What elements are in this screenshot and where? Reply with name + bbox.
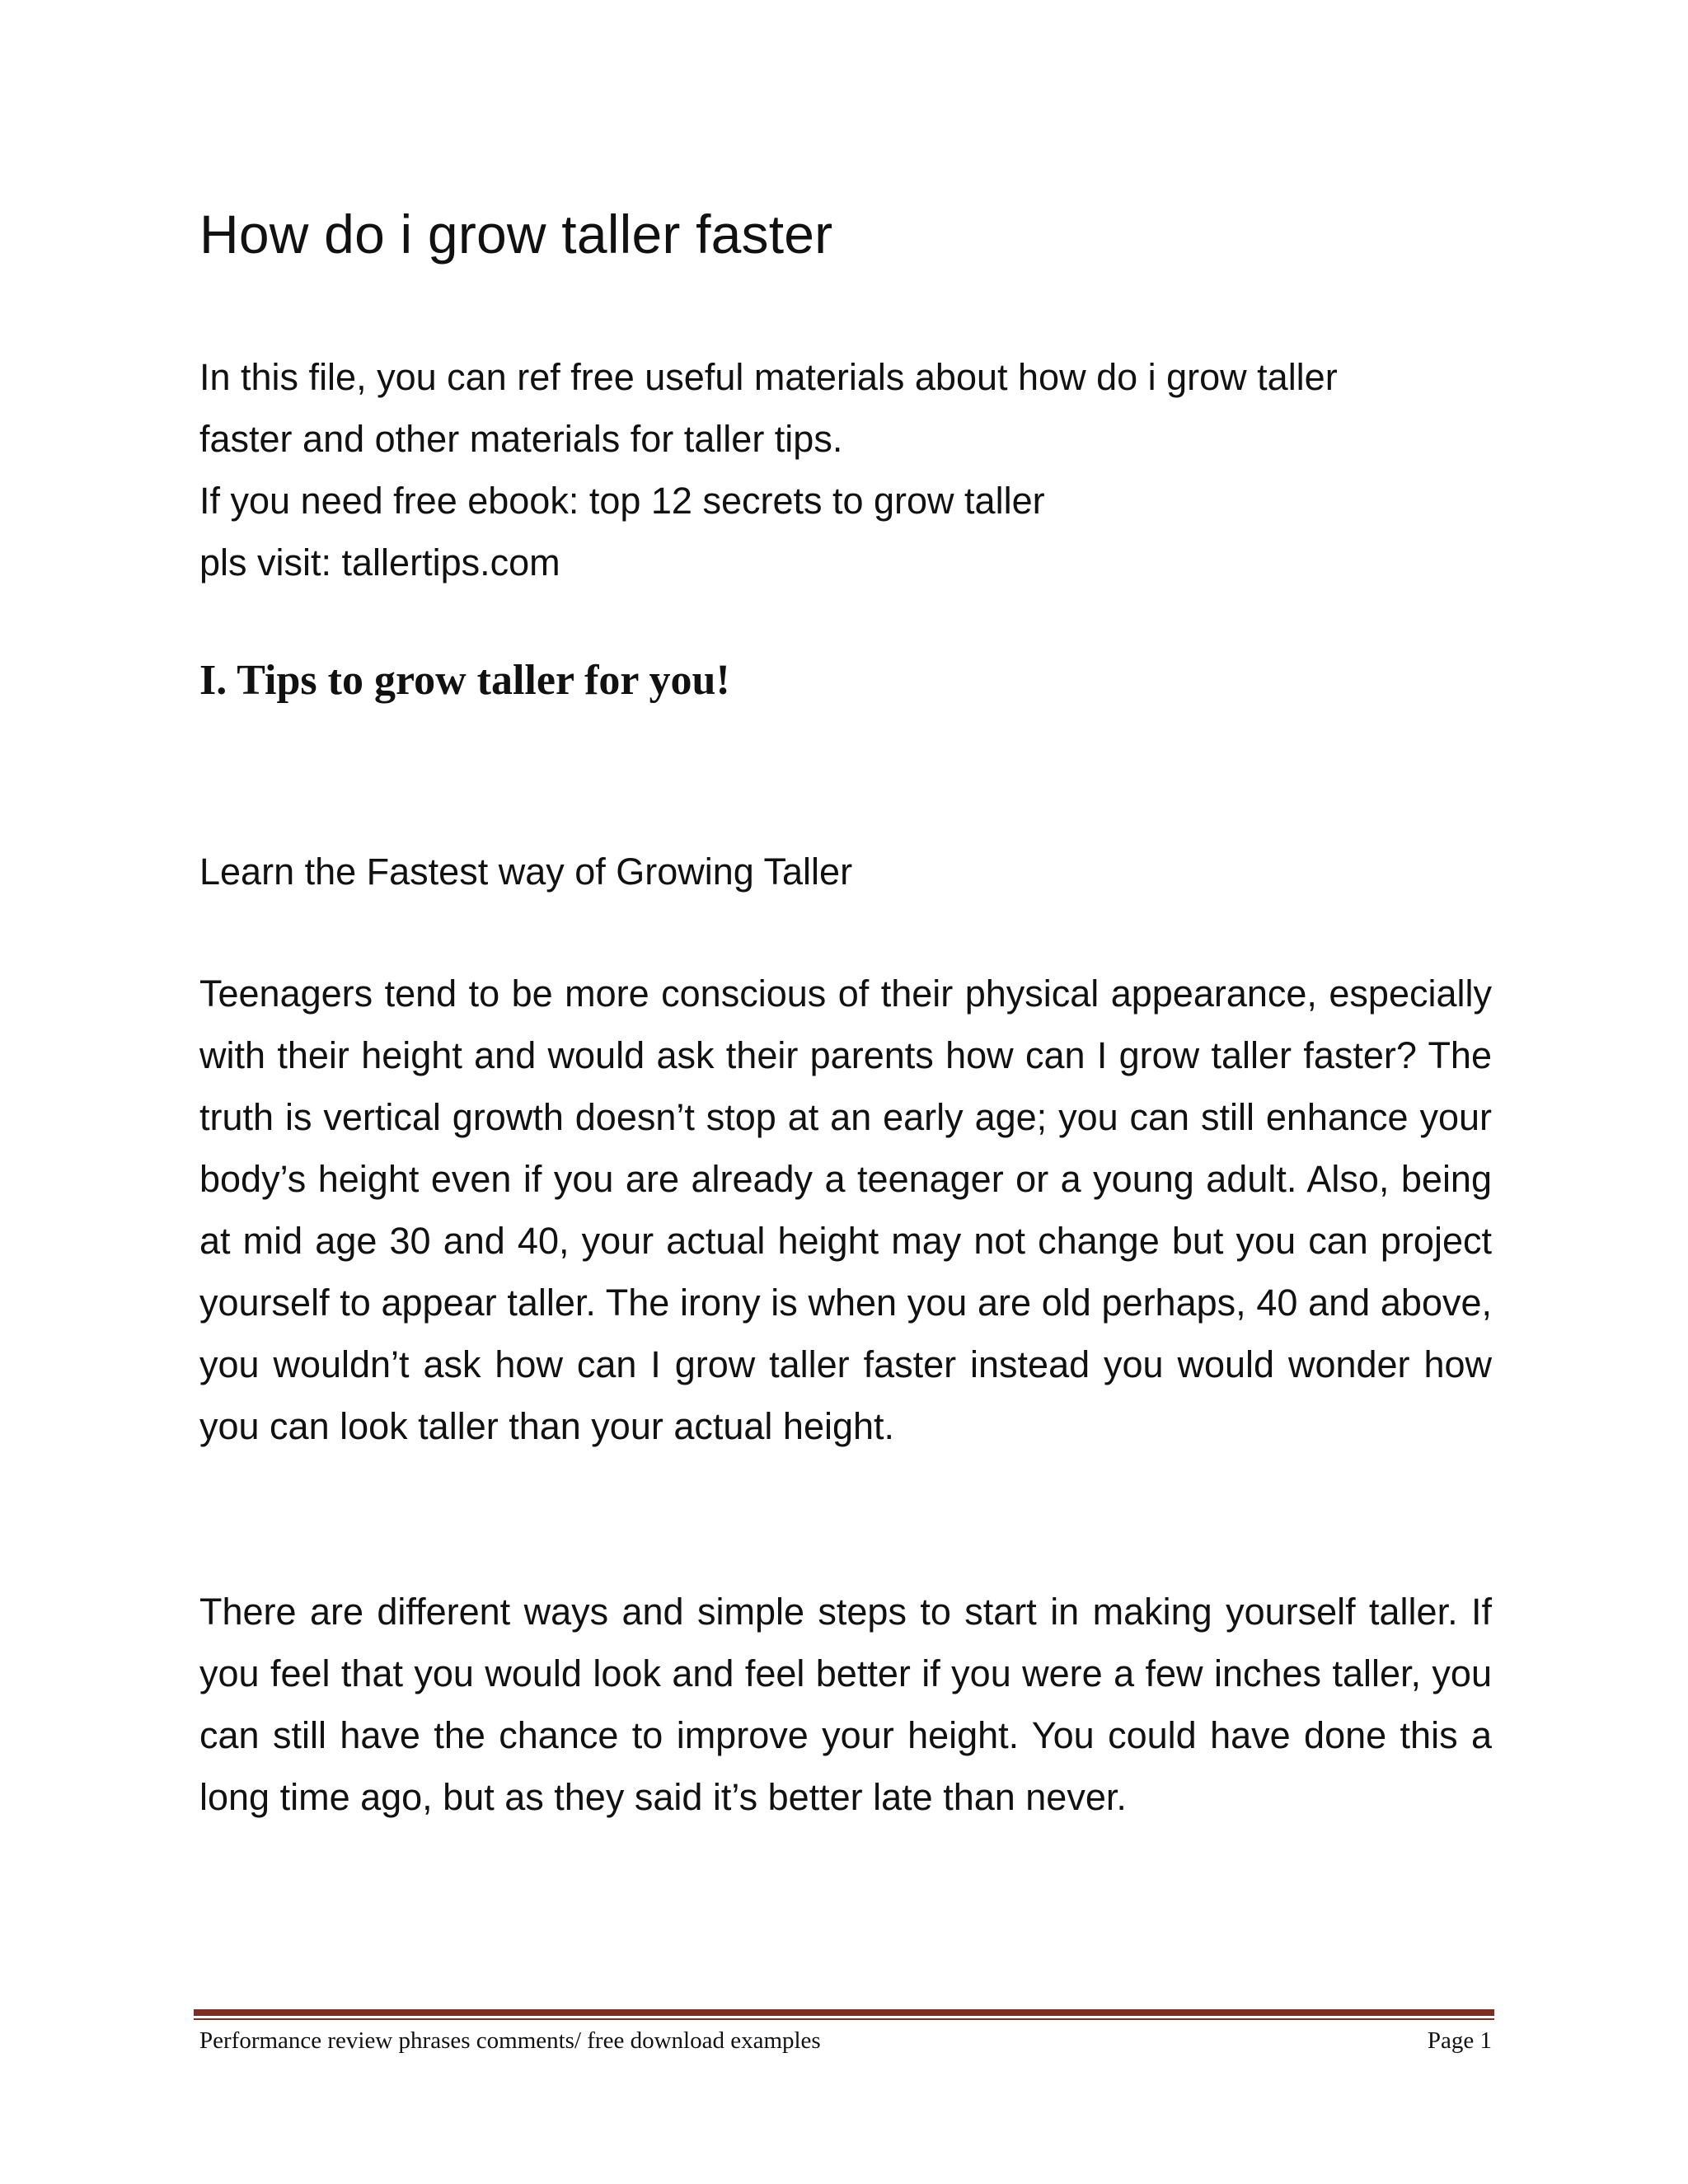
footer-rule xyxy=(194,2009,1494,2016)
section-heading: I. Tips to grow taller for you! xyxy=(199,657,730,704)
intro-line: In this file, you can ref free useful materials about how do i grow taller xyxy=(199,356,1338,398)
body-paragraph: There are different ways and simple steps to start in making yourself taller. If you feel that you would look and feel better if you were a few inches taller, you can still have the chance to improve your height. You could have done this a long time ago, but as they said it’s better late than never. xyxy=(199,1591,1492,1818)
page-number: Page 1 xyxy=(1427,2027,1492,2054)
intro-block xyxy=(199,346,1518,593)
footer-rule-thin xyxy=(194,2018,1494,2020)
subheading: Learn the Fastest way of Growing Taller xyxy=(199,851,853,893)
body-paragraph: Teenagers tend to be more conscious of their physical appearance, especially with their height and would ask their parents how can I grow taller faster? The truth is vertical growth doesn’t stop at an early age; you can still enhance your body’s height even if you are already a teenager or a young adult. Also, being at mid age 30 and 40, your actual height may not change but you can project yourself to appear taller. The irony is when you are old perhaps, 40 and above, you wouldn’t ask how can I grow taller faster instead you would wonder how you can look taller than your actual height. xyxy=(199,972,1492,1447)
intro-line: faster and other materials for taller tips. xyxy=(199,418,843,460)
intro-line: pls visit: tallertips.com xyxy=(199,541,560,583)
document-title: How do i grow taller faster xyxy=(199,204,833,265)
footer-text: Performance review phrases comments/ free download examples xyxy=(199,2027,821,2054)
page-footer xyxy=(199,2026,1492,2057)
intro-line: If you need free ebook: top 12 secrets to grow taller xyxy=(199,480,1045,522)
